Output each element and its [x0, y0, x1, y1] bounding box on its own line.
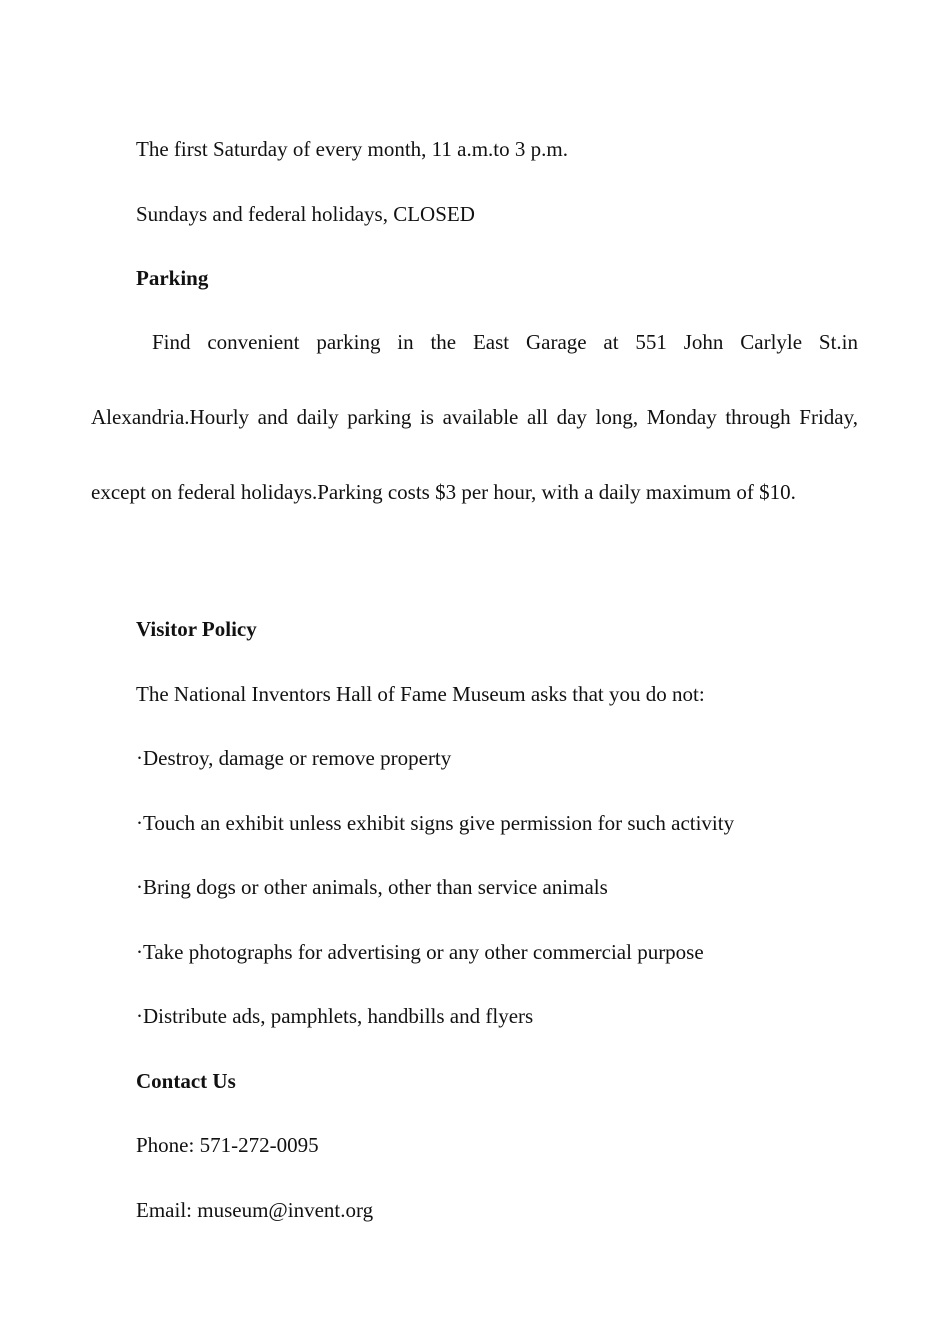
policy-item-destroy: ·Destroy, damage or remove property: [136, 746, 452, 770]
parking-paragraph: Find convenient parking in the East Garage at 551 John Carlyle St.in Alexandria.Hourly and daily parking is available all day long, Monday through Friday, except on federal holidays.Parking costs $3 per hour, with a daily maximum of $10.: [91, 330, 858, 504]
contact-email: Email: museum@invent.org: [136, 1198, 374, 1222]
contact-phone: Phone: 571-272-0095: [136, 1133, 319, 1157]
policy-item-touch: ·Touch an exhibit unless exhibit signs give permission for such activity: [136, 811, 735, 835]
policy-item-distribute: ·Distribute ads, pamphlets, handbills and flyers: [136, 1004, 534, 1028]
visitor-policy-intro: The National Inventors Hall of Fame Museum asks that you do not:: [136, 682, 705, 706]
hours-sundays-closed: Sundays and federal holidays, CLOSED: [136, 202, 475, 226]
visitor-policy-heading: Visitor Policy: [136, 617, 257, 641]
policy-item-animals: ·Bring dogs or other animals, other than service animals: [136, 875, 608, 899]
parking-heading: Parking: [136, 266, 209, 290]
hours-first-saturday: The first Saturday of every month, 11 a.m.to 3 p.m.: [136, 137, 568, 161]
policy-item-photographs: ·Take photographs for advertising or any other commercial purpose: [136, 940, 704, 964]
contact-heading: Contact Us: [136, 1069, 236, 1093]
